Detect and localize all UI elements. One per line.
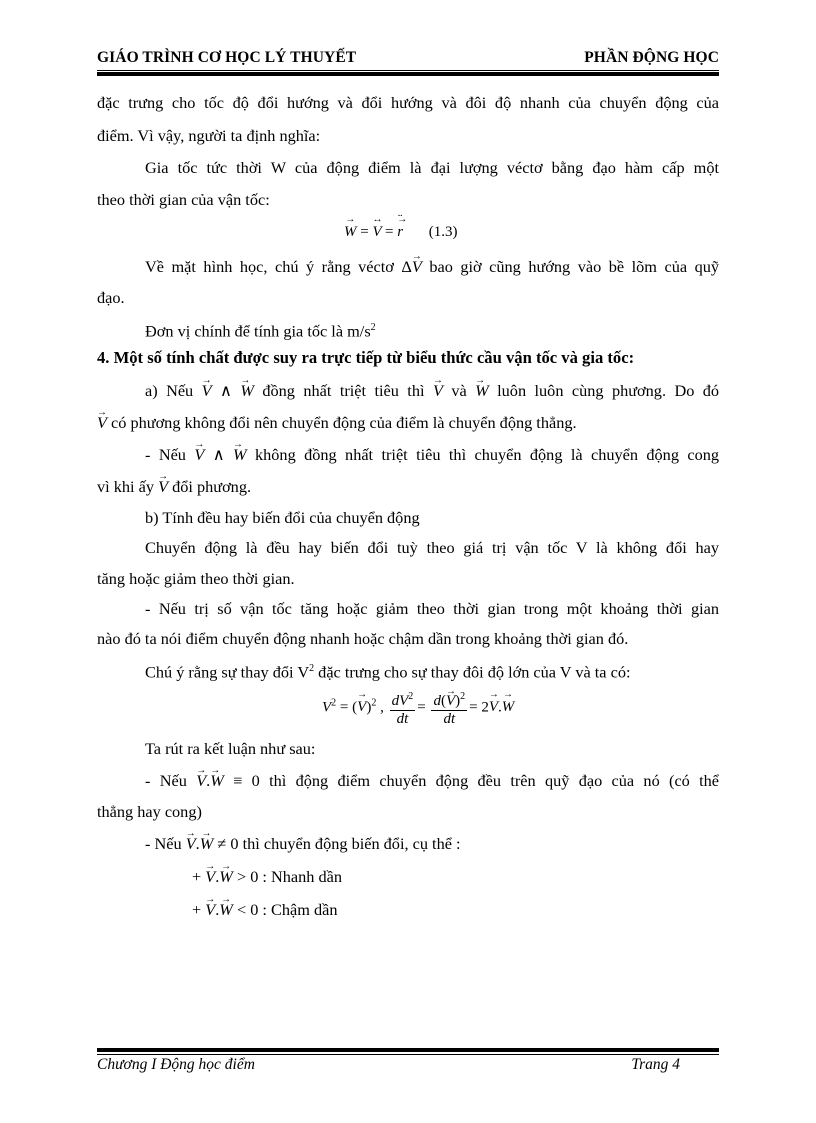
para-c-line2: tăng hoặc giảm theo thời gian. (97, 569, 295, 588)
symbol-V-wedge-W: → V ∧ → W (202, 381, 254, 400)
para2-text-a: Gia tốc tức thời (145, 158, 262, 177)
symbol-delta-V: Δ→ V (401, 257, 421, 276)
list-item-faster: + → V.→ W > 0 : Nhanh dần (192, 867, 719, 887)
page-footer (97, 1056, 680, 1078)
para-g-line2: thẳng hay cong) (97, 802, 202, 821)
list-item-slower: + → V.→ W < 0 : Chậm dần (192, 900, 719, 920)
para-d-line1: - Nếu trị số vận tốc tăng hoặc giảm theo thời gian trong một khoảng thời gian (145, 599, 719, 618)
symbol-W: W (270, 158, 286, 177)
para-g-line1: - Nếu → V.→ W ≡ 0 thì động điểm chuyển động đều trên quỹ đạo của nó (có thể (145, 771, 719, 791)
footer-rule-thick (97, 1048, 719, 1052)
para-c-line1: Chuyển động là đều hay biến đổi tuỳ theo giá trị vận tốc V là không đổi hay (145, 538, 719, 557)
header-rule-thin (97, 70, 719, 71)
equation-1-3-label: (1.3) (428, 224, 458, 240)
footer-chapter: Chương I Động học điểm (97, 1056, 255, 1073)
footer-rule-thin (97, 1054, 719, 1055)
para2-text-b: của động điểm là đại lượng véctơ bằng đạo hàm cấp một (294, 158, 720, 177)
footer-page-number: Trang 4 (631, 1056, 680, 1073)
para3-line1: Về mặt hình học, chú ý rằng véctơ Δ→ V bao giờ cũng hướng vào bề lõm của quỹ (145, 257, 719, 277)
para4-unit: Đơn vị chính để tính gia tốc là $m/s^2$ (145, 321, 376, 341)
para2-line2: theo thời gian của vận tốc: (97, 190, 270, 209)
para3-line2: đạo. (97, 288, 125, 307)
equation-v-squared: $V^2$ = (→ V)$^2$ , $\frac{dV^2}{dt}$ = $\frac{d(\to V)^2}{dt}$ = 2→ V.→ W (322, 688, 514, 728)
para-f-line: Ta rút ra kết luận như sau: (145, 739, 316, 758)
para-h-line: - Nếu → V.→ W ≠ 0 thì chuyển động biến đổi, cụ thể : (145, 834, 719, 854)
item-a-line2: → V có phương không đổi nên chuyển động của điểm là chuyển động thẳng. (97, 413, 719, 433)
section-heading: 4. Một số tính chất được suy ra trực tiếp từ biểu thức cầu vận tốc và gia tốc: (97, 348, 635, 367)
item-a-line1: a) Nếu → V ∧ → W đồng nhất triệt tiêu thì → V và → W luôn luôn cùng phương. Do đó (145, 381, 719, 401)
page-header (97, 49, 719, 69)
header-course-title: GIÁO TRÌNH CƠ HỌC LÝ THUYẾT (97, 49, 357, 66)
equation-1-3: → W = → V·= → r ¨ (1.3) (344, 224, 458, 241)
item-b1-line2: vì khi ấy → V đổi phương. (97, 477, 719, 497)
para-d-line2: nào đó ta nói điểm chuyển động nhanh hoặc chậm dần trong khoảng thời gian đó. (97, 629, 629, 648)
header-section-title: PHẦN ĐỘNG HỌC (584, 49, 719, 66)
para-e-line: Chú ý rằng sự thay đổi $V^2$ đặc trưng cho sự thay đôi độ lớn của V và ta có: (145, 662, 631, 682)
item-b-heading: b) Tính đều hay biến đổi của chuyển động (145, 508, 420, 527)
header-rule-thick (97, 72, 719, 76)
para1-line2: điểm. Vì vậy, người ta định nghĩa: (97, 126, 321, 145)
para2-line1 (145, 158, 719, 178)
item-b1-line1: - Nếu → V ∧ → W không đồng nhất triệt tiêu thì chuyển động là chuyển động cong (145, 445, 719, 465)
para1-line1: đặc trưng cho tốc độ đổi hướng và đổi hướng và đôi độ nhanh của chuyển động của (97, 93, 719, 112)
